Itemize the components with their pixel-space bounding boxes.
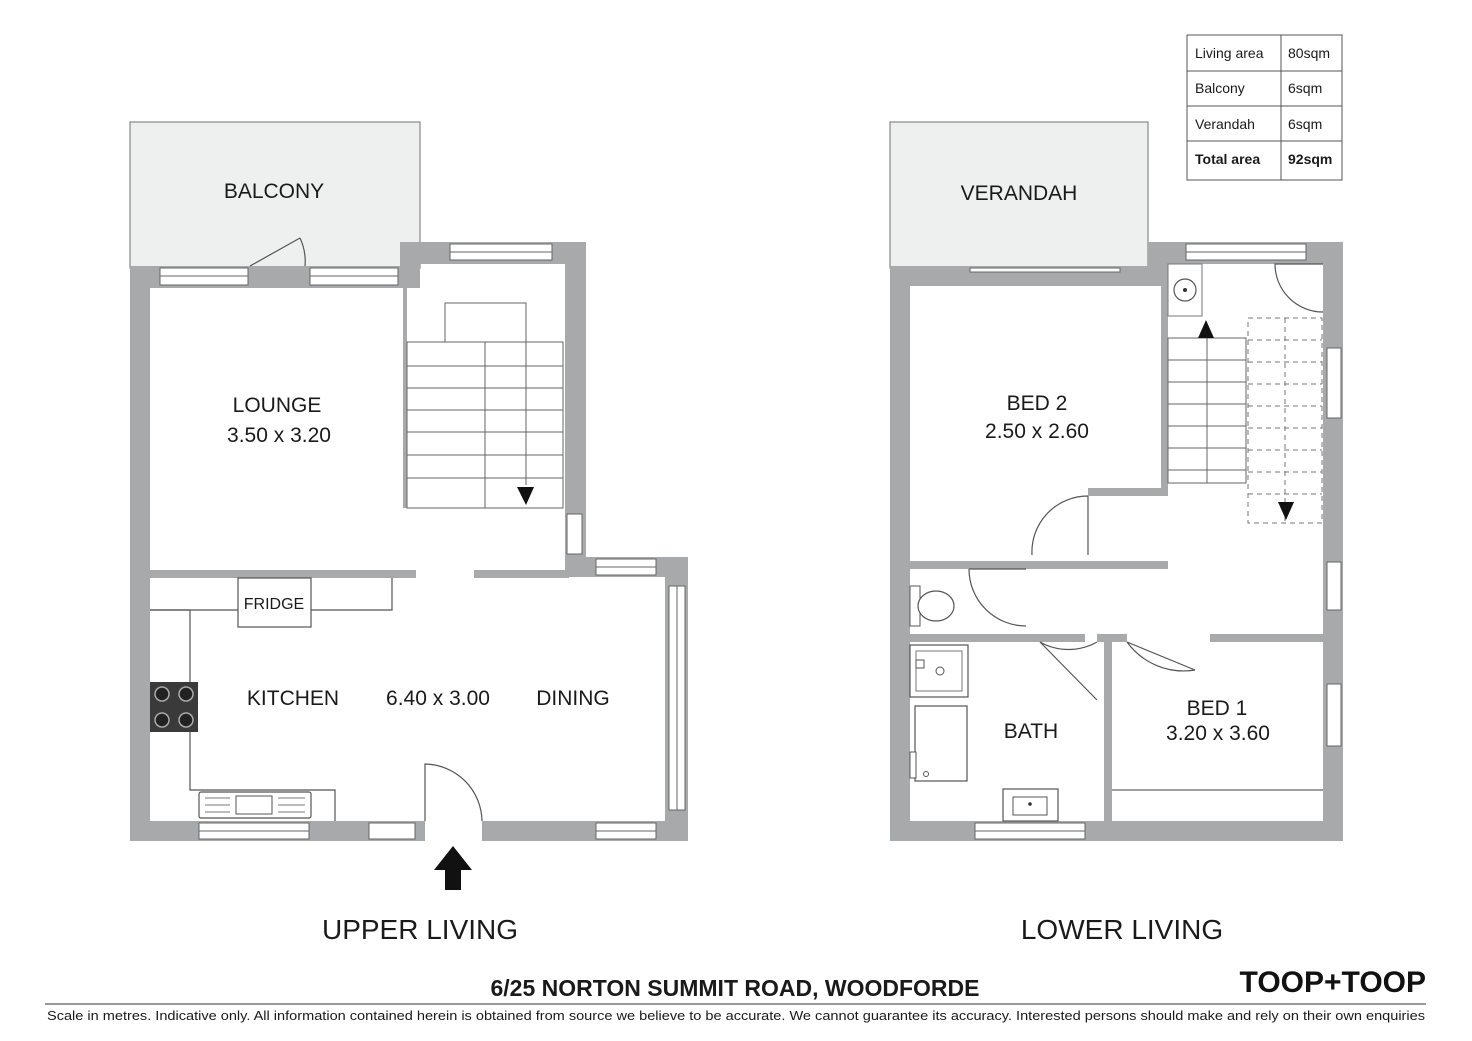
brand-logo: TOOP+TOOP <box>1239 966 1426 999</box>
bath-door <box>1040 642 1097 700</box>
bed1-door <box>1127 642 1195 671</box>
front-door-lower <box>1275 264 1323 312</box>
property-address: 6/25 NORTON SUMMIT ROAD, WOODFORDE <box>490 975 980 1001</box>
toilet <box>910 586 954 626</box>
footer <box>45 966 1426 1023</box>
stair-up-arrow <box>1198 320 1214 338</box>
bath-label: BATH <box>1003 720 1059 743</box>
area-row-label: Verandah <box>1195 116 1255 132</box>
kitchen-label: KITCHEN <box>246 687 340 710</box>
lounge-label: LOUNGE <box>232 394 322 417</box>
kitchen-sink <box>199 792 311 818</box>
upper-stairs <box>407 303 563 508</box>
lounge-dimensions: 3.50 x 3.20 <box>227 424 331 447</box>
upper-walls <box>130 242 688 841</box>
shower <box>910 645 968 697</box>
area-row-label: Living area <box>1195 45 1264 61</box>
verandah-label: VERANDAH <box>960 182 1078 205</box>
bed2-dimensions: 2.50 x 2.60 <box>985 420 1089 443</box>
bed2-door <box>1032 496 1088 555</box>
lower-living-title: LOWER LIVING <box>1020 914 1224 945</box>
upper-living-plan <box>130 122 688 945</box>
bed1-dimensions: 3.20 x 3.60 <box>1166 722 1270 745</box>
stair-down-arrow <box>517 487 534 505</box>
disclaimer: Scale in metres. Indicative only. All information contained herein is obtained from source we believe to be accurate. We cannot guarantee its accuracy. Interested persons should make and rely on their own enquiries <box>47 1008 1426 1023</box>
lower-stairs-dashed <box>1248 318 1322 523</box>
balcony-label: BALCONY <box>223 180 325 203</box>
wc-door <box>969 569 1026 626</box>
bed2-label: BED 2 <box>1006 392 1068 415</box>
area-row-value-total: 92sqm <box>1288 151 1333 167</box>
bathtub <box>910 706 967 781</box>
kitchen-dimensions: 6.40 x 3.00 <box>386 687 490 710</box>
area-row-value: 6sqm <box>1288 116 1323 132</box>
entry-arrow <box>434 846 472 890</box>
stair-down-arrow-lower <box>1278 502 1294 520</box>
area-table <box>1187 35 1342 180</box>
fridge-label: FRIDGE <box>243 596 305 613</box>
lower-windows <box>970 244 1341 839</box>
upper-windows <box>160 244 685 839</box>
area-row-value: 80sqm <box>1288 45 1331 61</box>
entry-door <box>425 764 482 821</box>
bed1-label: BED 1 <box>1186 697 1248 720</box>
bath-vanity <box>1003 789 1058 821</box>
lower-stairs <box>1168 338 1246 483</box>
upper-living-title: UPPER LIVING <box>321 914 519 945</box>
lower-living-plan <box>890 122 1343 945</box>
cooktop <box>150 682 198 732</box>
area-row-label-total: Total area <box>1195 151 1261 167</box>
area-row-label: Balcony <box>1195 80 1245 96</box>
area-row-value: 6sqm <box>1288 80 1323 96</box>
dining-label: DINING <box>536 687 610 710</box>
